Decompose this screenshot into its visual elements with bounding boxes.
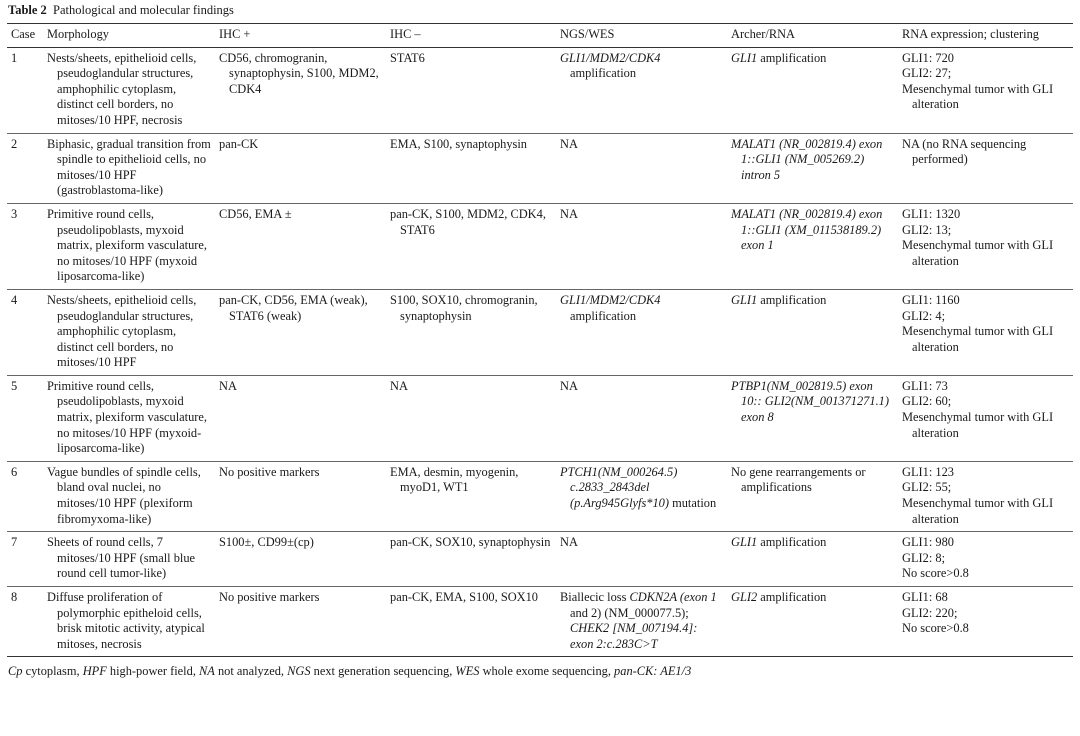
header-row	[7, 24, 1073, 48]
cell-ihc-negative	[386, 133, 556, 203]
cell-ihc-negative	[386, 203, 556, 289]
cell-archer-rna-run: amplification	[757, 590, 827, 604]
cell-morphology	[43, 587, 215, 657]
cell-case	[7, 47, 43, 133]
cell-morphology	[43, 375, 215, 461]
cell-archer-rna-run: MALAT1 (NR_002819.4) exon 1::GLI1 (NM_005269.2) intron 5	[731, 136, 883, 182]
cell-morphology-text: Nests/sheets, epithelioid cells, pseudoglandular structures, amphophilic cytoplasm, distinct cell borders, no mitoses/10 HPF	[47, 292, 197, 370]
cell-case-text: 6	[11, 464, 18, 479]
cell-case-text: 7	[11, 535, 18, 550]
cell-ihc-positive	[215, 203, 386, 289]
cell-morphology-text: Sheets of round cells, 7 mitoses/10 HPF (small blue round cell tumor-like)	[47, 535, 196, 581]
cell-ngs-wes-run: CHEK2 [NM_007194.4]: exon 2:c.283C>T	[570, 621, 698, 651]
header-rna-expression: RNA expression; clustering	[898, 24, 1073, 48]
cell-archer-rna	[727, 289, 898, 375]
rna-expression-line: GLI1: 123	[902, 464, 954, 479]
cell-ngs-wes-run: NA	[560, 206, 578, 221]
table-caption-label: Table 2	[8, 3, 47, 17]
cell-ihc-positive-text: pan-CK, CD56, EMA (weak), STAT6 (weak)	[219, 292, 368, 323]
cell-ihc-negative	[386, 587, 556, 657]
cell-ngs-wes-run: CDKN2A (exon 1	[629, 590, 717, 604]
rna-expression-line: Mesenchymal tumor with GLI alteration	[902, 410, 1054, 440]
cell-ngs-wes-run: NA	[560, 136, 578, 151]
rna-expression-line: GLI1: 68	[902, 590, 948, 604]
table-footnote	[8, 663, 1073, 679]
cell-archer-rna-run: MALAT1 (NR_002819.4) exon 1::GLI1 (XM_011538189.2) exon 1	[731, 206, 883, 253]
rna-expression-line: Mesenchymal tumor with GLI alteration	[902, 81, 1054, 112]
cell-ihc-negative	[386, 375, 556, 461]
cell-ihc-negative	[386, 532, 556, 587]
cell-ihc-negative-text: pan-CK, SOX10, synaptophysin	[390, 535, 551, 550]
table-body	[7, 47, 1073, 657]
cell-archer-rna	[727, 532, 898, 587]
cell-ihc-positive	[215, 133, 386, 203]
cell-rna-expression	[898, 203, 1073, 289]
cell-ihc-positive-text: No positive markers	[219, 464, 320, 479]
cell-archer-rna-run: PTBP1(NM_002819.5) exon 10:: GLI2(NM_001371271.1) exon 8	[731, 378, 889, 425]
table-row	[7, 532, 1073, 587]
cell-morphology	[43, 289, 215, 375]
table-caption	[8, 2, 1073, 19]
cell-case	[7, 461, 43, 531]
cell-ihc-negative	[386, 461, 556, 531]
cell-ngs-wes-run: GLI1/MDM2/CDK4	[560, 292, 661, 307]
table-row	[7, 375, 1073, 461]
cell-archer-rna	[727, 203, 898, 289]
cell-ngs-wes	[556, 133, 727, 203]
cell-ihc-negative	[386, 289, 556, 375]
cell-ihc-positive-text: No positive markers	[219, 590, 320, 604]
cell-ngs-wes-run: NA	[560, 535, 578, 550]
table-row	[7, 461, 1073, 531]
header-case: Case	[7, 24, 43, 48]
header-ihc-negative: IHC –	[386, 24, 556, 48]
cell-morphology	[43, 47, 215, 133]
cell-case	[7, 532, 43, 587]
cell-rna-expression	[898, 587, 1073, 657]
cell-rna-expression	[898, 289, 1073, 375]
rna-expression-line: GLI1: 980	[902, 535, 954, 550]
cell-morphology-text: Vague bundles of spindle cells, bland oval nuclei, no mitoses/10 HPF (plexiform fibromyxoma-like)	[47, 464, 201, 526]
header-archer-rna: Archer/RNA	[727, 24, 898, 48]
rna-expression-line: GLI1: 720	[902, 50, 954, 65]
cell-ngs-wes-run: PTCH1(NM_000264.5) c.2833_2843del (p.Arg945Glyfs*10)	[560, 464, 678, 511]
rna-expression-line: GLI1: 1320	[902, 206, 961, 221]
cell-case-text: 1	[11, 50, 18, 65]
cell-ngs-wes	[556, 532, 727, 587]
cell-ngs-wes-run: Biallecic loss	[560, 590, 630, 604]
cell-case	[7, 133, 43, 203]
footnote-run: not analyzed,	[214, 664, 288, 679]
rna-expression-line: NA (no RNA sequencing performed)	[902, 136, 1027, 167]
cell-ihc-negative-text: pan-CK, EMA, S100, SOX10	[390, 590, 539, 604]
cell-ihc-negative-text: NA	[390, 378, 408, 393]
cell-archer-rna-run: GLI1	[731, 50, 758, 65]
table-caption-text: Pathological and molecular findings	[53, 3, 234, 17]
cell-case-text: 5	[11, 378, 18, 393]
cell-ihc-positive	[215, 289, 386, 375]
cell-archer-rna	[727, 375, 898, 461]
table-row	[7, 289, 1073, 375]
rna-expression-line: GLI2: 13;	[902, 222, 952, 237]
cell-ngs-wes-run: amplification	[570, 66, 637, 81]
header-morphology: Morphology	[43, 24, 215, 48]
cell-ihc-positive-text: NA	[219, 378, 237, 393]
cell-rna-expression	[898, 532, 1073, 587]
cell-ihc-positive	[215, 587, 386, 657]
cell-morphology	[43, 532, 215, 587]
cell-ngs-wes	[556, 203, 727, 289]
cell-ihc-positive	[215, 47, 386, 133]
cell-ngs-wes	[556, 587, 727, 657]
cell-ngs-wes	[556, 461, 727, 531]
cell-archer-rna-run: amplification	[757, 50, 827, 65]
cell-case	[7, 375, 43, 461]
cell-archer-rna	[727, 461, 898, 531]
cell-archer-rna-run: GLI2	[731, 590, 758, 604]
rna-expression-line: GLI2: 55;	[902, 480, 952, 495]
cell-case-text: 4	[11, 292, 18, 307]
cell-morphology-text: Diffuse proliferation of polymorphic epitheloid cells, brisk mitotic activity, atypical mitoses, necrosis	[47, 590, 205, 651]
cell-morphology-text: Biphasic, gradual transition from spindle to epithelioid cells, no mitoses/10 HPF (gastroblastoma-like)	[47, 136, 211, 198]
cell-archer-rna-run: amplification	[757, 535, 827, 550]
cell-ihc-negative	[386, 47, 556, 133]
cell-case	[7, 203, 43, 289]
cell-archer-rna-run: GLI1	[731, 292, 758, 307]
cell-case	[7, 289, 43, 375]
rna-expression-line: GLI2: 27;	[902, 66, 952, 81]
cell-rna-expression	[898, 375, 1073, 461]
table-row	[7, 587, 1073, 657]
cell-ngs-wes	[556, 47, 727, 133]
footnote-run: cytoplasm,	[22, 664, 83, 679]
rna-expression-line: No score>0.8	[902, 566, 969, 581]
rna-expression-line: Mesenchymal tumor with GLI alteration	[902, 324, 1054, 354]
cell-ihc-positive	[215, 532, 386, 587]
cell-ngs-wes-run: and 2) (NM_000077.5);	[570, 605, 689, 620]
cell-ngs-wes-run: GLI1/MDM2/CDK4	[560, 50, 661, 65]
cell-ihc-positive	[215, 461, 386, 531]
cell-ngs-wes-run: NA	[560, 378, 578, 393]
rna-expression-line: GLI2: 60;	[902, 394, 952, 409]
cell-ihc-positive-text: CD56, EMA ±	[219, 206, 292, 221]
cell-morphology-text: Primitive round cells, pseudolipoblasts, myxoid matrix, plexiform vasculature, no mitoses/10 HPF (myxoid liposarcoma-like)	[47, 206, 208, 284]
cell-ihc-negative-text: EMA, desmin, myogenin, myoD1, WT1	[390, 464, 519, 495]
cell-morphology-text: Nests/sheets, epithelioid cells, pseudoglandular structures, amphophilic cytoplasm, distinct cell borders, no mitoses/10 HPF, necrosis	[47, 50, 197, 127]
rna-expression-line: Mesenchymal tumor with GLI alteration	[902, 496, 1054, 526]
cell-archer-rna	[727, 587, 898, 657]
footnote-run: HPF	[82, 664, 107, 679]
rna-expression-line: GLI2: 4;	[902, 308, 946, 323]
header-ihc-positive: IHC +	[215, 24, 386, 48]
footnote-run: Cp	[8, 664, 23, 679]
cell-morphology	[43, 133, 215, 203]
cell-ihc-positive-text: CD56, chromogranin, synaptophysin, S100, MDM2, CDK4	[219, 50, 379, 96]
cell-ihc-positive-text: S100±, CD99±(cp)	[219, 535, 314, 550]
cell-rna-expression	[898, 461, 1073, 531]
rna-expression-line: GLI1: 1160	[902, 292, 960, 307]
rna-expression-line: GLI2: 8;	[902, 550, 946, 565]
findings-table	[7, 23, 1073, 657]
cell-ngs-wes-run: mutation	[669, 496, 717, 511]
cell-archer-rna-run: amplification	[757, 292, 827, 307]
cell-ihc-positive	[215, 375, 386, 461]
footnote-run: WES	[455, 664, 480, 679]
footnote-run: whole exome sequencing,	[479, 664, 615, 679]
table-row	[7, 133, 1073, 203]
cell-case-text: 3	[11, 206, 18, 221]
rna-expression-line: GLI2: 220;	[902, 605, 958, 620]
cell-case-text: 2	[11, 136, 18, 151]
cell-archer-rna-run: No gene rearrangements or amplifications	[731, 464, 866, 495]
rna-expression-line: No score>0.8	[902, 621, 969, 636]
cell-ihc-positive-text: pan-CK	[219, 136, 259, 151]
cell-rna-expression	[898, 133, 1073, 203]
cell-ihc-negative-text: pan-CK, S100, MDM2, CDK4, STAT6	[390, 206, 546, 237]
footnote-run: next generation sequencing,	[310, 664, 456, 679]
rna-expression-line: GLI1: 73	[902, 378, 948, 393]
table-row	[7, 47, 1073, 133]
footnote-run: high-power field,	[106, 664, 200, 679]
footnote-run: pan-CK: AE1/3	[614, 664, 692, 679]
cell-archer-rna	[727, 47, 898, 133]
cell-morphology	[43, 203, 215, 289]
cell-ngs-wes	[556, 289, 727, 375]
cell-case-text: 8	[11, 590, 18, 604]
cell-archer-rna	[727, 133, 898, 203]
cell-ngs-wes	[556, 375, 727, 461]
cell-ihc-negative-text: EMA, S100, synaptophysin	[390, 136, 527, 151]
cell-ngs-wes-run: amplification	[570, 308, 637, 323]
rna-expression-line: Mesenchymal tumor with GLI alteration	[902, 238, 1054, 268]
cell-rna-expression	[898, 47, 1073, 133]
cell-archer-rna-run: GLI1	[731, 535, 758, 550]
cell-morphology	[43, 461, 215, 531]
header-ngs-wes: NGS/WES	[556, 24, 727, 48]
cell-case	[7, 587, 43, 657]
footnote-run: NA	[199, 664, 215, 679]
cell-morphology-text: Primitive round cells, pseudolipoblasts, myxoid matrix, plexiform vasculature, no mitoses/10 HPF (myxoid-liposarcoma-like)	[47, 378, 208, 456]
footnote-run: NGS	[287, 664, 311, 679]
cell-ihc-negative-text: STAT6	[390, 50, 425, 65]
cell-ihc-negative-text: S100, SOX10, chromogranin, synaptophysin	[390, 292, 538, 323]
table-row	[7, 203, 1073, 289]
